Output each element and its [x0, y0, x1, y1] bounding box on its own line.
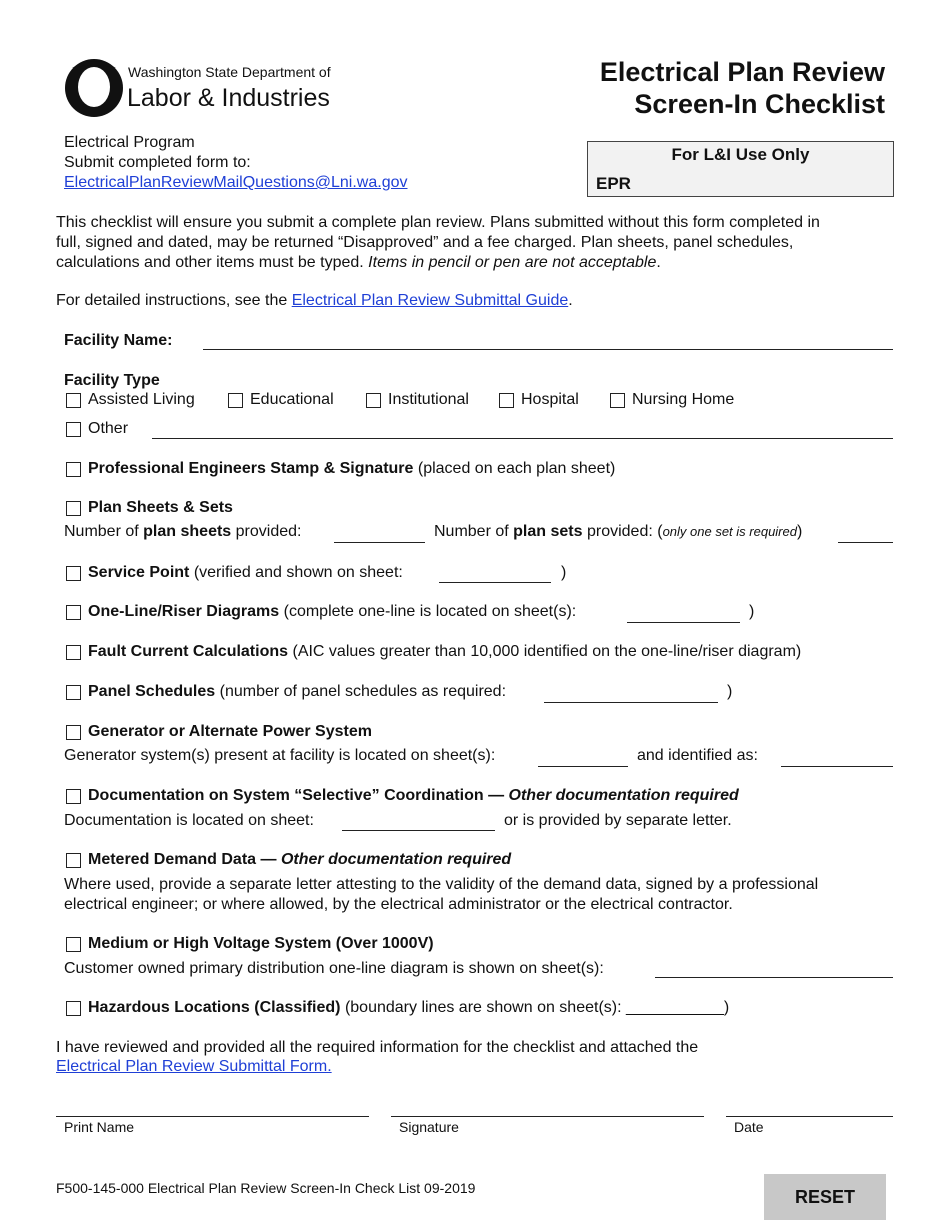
plan-sets-line	[434, 522, 802, 542]
one-line-item	[88, 602, 576, 622]
intro-line3	[56, 253, 661, 273]
plan-sheets-checkbox[interactable]	[66, 501, 81, 516]
fault-current-item	[88, 642, 801, 662]
panel-schedules-close: )	[727, 683, 733, 700]
fault-current-checkbox[interactable]	[66, 645, 81, 660]
form-id: F500-145-000 Electrical Plan Review Screen-In Check List 09-2019	[56, 1180, 476, 1196]
plan-sheets-line	[64, 522, 301, 542]
certify-text: I have reviewed and provided all the required information for the checklist and attached the	[56, 1039, 699, 1056]
intro-line3-end: .	[656, 254, 661, 271]
metered-demand-item	[88, 850, 511, 870]
plan-sets-close: )	[796, 523, 803, 540]
other-label: Other	[88, 420, 129, 437]
assisted-living-label: Assisted Living	[88, 391, 195, 408]
hazardous-locations-item	[88, 998, 729, 1018]
pe-stamp-label: Professional Engineers Stamp & Signature	[88, 460, 414, 477]
nursing-home-checkbox[interactable]	[610, 393, 625, 408]
other-field[interactable]	[152, 438, 893, 439]
selective-sheet-field[interactable]	[342, 830, 495, 831]
email-link[interactable]: ElectricalPlanReviewMailQuestions@Lni.wa.gov	[64, 174, 408, 191]
panel-schedules-field[interactable]	[544, 702, 718, 703]
plan-sets-note: only one set is required	[662, 524, 797, 539]
one-line-checkbox[interactable]	[66, 605, 81, 620]
selective-sheet-text: Documentation is located on sheet:	[64, 812, 314, 829]
pe-stamp-note: (placed on each plan sheet)	[417, 460, 616, 477]
submit-to-label: Submit completed form to:	[64, 154, 251, 171]
other-checkbox[interactable]	[66, 422, 81, 437]
page-title	[465, 56, 885, 120]
service-point-sheet-field[interactable]	[439, 582, 551, 583]
generator-sheet-text: Generator system(s) present at facility is located on sheet(s):	[64, 747, 496, 764]
submittal-guide-link[interactable]: Electrical Plan Review Submittal Guide	[291, 292, 569, 309]
panel-schedules-item	[88, 682, 506, 702]
fault-current-note: (AIC values greater than 10,000 identified on the one-line/riser diagram)	[292, 643, 802, 660]
selective-letter-text: or is provided by separate letter.	[504, 812, 732, 829]
plan-sheets-term: plan sheets	[143, 523, 232, 540]
facility-name-field[interactable]	[203, 349, 893, 350]
metered-demand-line2: electrical engineer; or where allowed, by the electrical administrator or the electrical contractor.	[64, 896, 733, 913]
plan-sheets-provided: provided:	[235, 523, 302, 540]
facility-type-label: Facility Type	[64, 372, 160, 389]
service-point-close: )	[561, 564, 567, 581]
signature-label: Signature	[399, 1119, 459, 1135]
instructions-prefix: For detailed instructions, see the	[56, 292, 288, 309]
program-label: Electrical Program	[64, 134, 195, 151]
plan-sets-provided: provided: (	[586, 523, 663, 540]
selective-coordination-item	[88, 786, 739, 806]
generator-identified-text: and identified as:	[637, 747, 758, 764]
metered-demand-required: Other documentation required	[280, 851, 512, 868]
epr-label: EPR	[596, 174, 631, 193]
service-point-label: Service Point	[88, 564, 190, 581]
panel-schedules-checkbox[interactable]	[66, 685, 81, 700]
selective-coordination-label: Documentation on System “Selective” Coordination —	[88, 787, 505, 804]
instructions-suffix: .	[568, 292, 573, 309]
metered-demand-checkbox[interactable]	[66, 853, 81, 868]
pe-stamp-item	[88, 459, 615, 479]
hazardous-locations-note: (boundary lines are shown on sheet(s): ___________)	[344, 999, 730, 1016]
lni-use-only-box	[587, 141, 894, 197]
page-title-line1: Electrical Plan Review	[599, 57, 885, 87]
voltage-sheet-text: Customer owned primary distribution one-line diagram is shown on sheet(s):	[64, 960, 604, 977]
one-line-close: )	[749, 603, 755, 620]
lni-logo	[62, 54, 332, 118]
facility-name-label: Facility Name:	[64, 332, 173, 349]
plan-sheets-count-field[interactable]	[334, 542, 425, 543]
selective-coordination-checkbox[interactable]	[66, 789, 81, 804]
plan-sets-count-field[interactable]	[838, 542, 893, 543]
instructions-line	[56, 291, 573, 311]
selective-coordination-required: Other documentation required	[508, 787, 739, 804]
hospital-checkbox[interactable]	[499, 393, 514, 408]
pe-stamp-checkbox[interactable]	[66, 462, 81, 477]
service-point-note: (verified and shown on sheet:	[193, 564, 403, 581]
hazardous-locations-checkbox[interactable]	[66, 1001, 81, 1016]
voltage-system-label: Medium or High Voltage System (Over 1000V)	[88, 935, 434, 952]
panel-schedules-label: Panel Schedules	[88, 683, 216, 700]
generator-checkbox[interactable]	[66, 725, 81, 740]
lni-use-only-title: For L&I Use Only	[671, 145, 810, 164]
metered-demand-label: Metered Demand Data —	[88, 851, 277, 868]
reset-button[interactable]: RESET	[764, 1174, 886, 1220]
metered-demand-line1: Where used, provide a separate letter attesting to the validity of the demand data, signed by a professional	[64, 876, 819, 893]
one-line-note: (complete one-line is located on sheet(s):	[283, 603, 577, 620]
print-name-label: Print Name	[64, 1119, 135, 1135]
assisted-living-checkbox[interactable]	[66, 393, 81, 408]
voltage-system-checkbox[interactable]	[66, 937, 81, 952]
intro-line1: This checklist will ensure you submit a complete plan review. Plans submitted without this form completed in	[56, 214, 820, 231]
generator-sheet-field[interactable]	[538, 766, 628, 767]
plan-sheets-label: Plan Sheets & Sets	[88, 499, 233, 516]
submittal-form-link[interactable]: Electrical Plan Review Submittal Form.	[56, 1058, 332, 1075]
generator-label: Generator or Alternate Power System	[88, 723, 372, 740]
logo-org-line2: Labor & Industries	[127, 84, 330, 112]
one-line-sheet-field[interactable]	[627, 622, 740, 623]
panel-schedules-note: (number of panel schedules as required:	[219, 683, 507, 700]
intro-line3-italic: Items in pencil or pen are not acceptable	[368, 254, 657, 271]
date-label: Date	[734, 1119, 764, 1135]
voltage-sheet-field[interactable]	[655, 977, 893, 978]
plan-sheets-number-of: Number of	[64, 523, 139, 540]
service-point-checkbox[interactable]	[66, 566, 81, 581]
logo-org-line1: Washington State Department of	[128, 64, 331, 80]
institutional-checkbox[interactable]	[366, 393, 381, 408]
intro-line3-plain: calculations and other items must be typed.	[56, 254, 364, 271]
intro-line2: full, signed and dated, may be returned “Disapproved” and a fee charged. Plan sheets, panel schedules,	[56, 234, 794, 251]
lni-logo-mark	[62, 54, 126, 118]
hazardous-locations-label: Hazardous Locations (Classified)	[88, 999, 341, 1016]
one-line-label: One-Line/Riser Diagrams	[88, 603, 280, 620]
service-point-item	[88, 563, 403, 583]
plan-sets-number-of: Number of	[434, 523, 509, 540]
educational-label: Educational	[250, 391, 334, 408]
generator-identified-field[interactable]	[781, 766, 893, 767]
hospital-label: Hospital	[521, 391, 579, 408]
plan-sets-term: plan sets	[513, 523, 583, 540]
fault-current-label: Fault Current Calculations	[88, 643, 289, 660]
page-title-line2: Screen-In Checklist	[634, 89, 885, 119]
nursing-home-label: Nursing Home	[632, 391, 735, 408]
educational-checkbox[interactable]	[228, 393, 243, 408]
institutional-label: Institutional	[388, 391, 469, 408]
